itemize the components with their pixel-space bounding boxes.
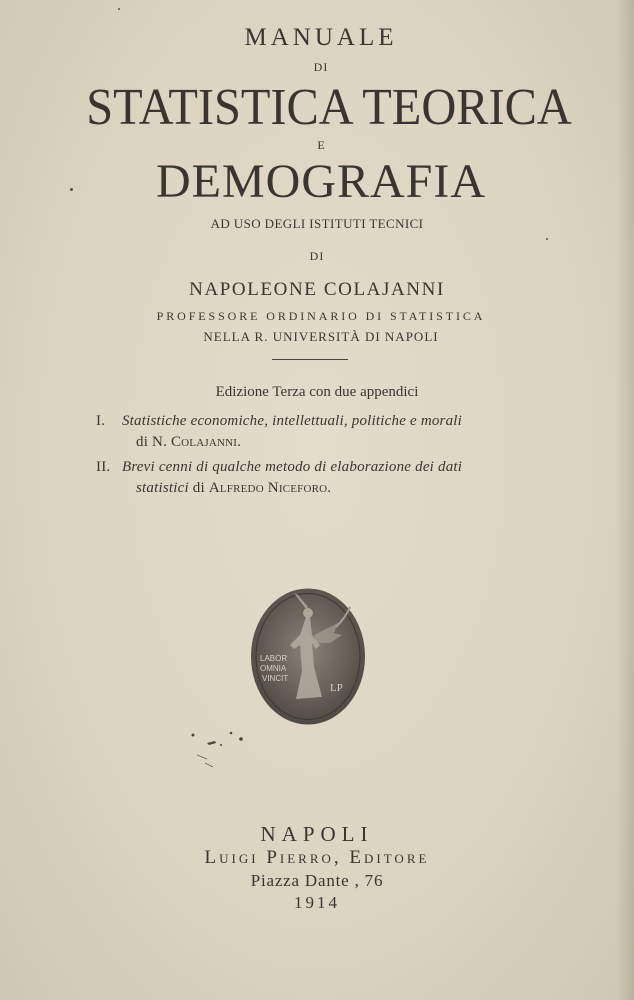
- appendix-number: I.: [96, 413, 106, 429]
- imprint-year: 1914: [294, 893, 340, 912]
- author-name: NAPOLEONE COLAJANNI: [189, 279, 445, 300]
- appendix-author: N. Colajanni.: [152, 434, 242, 450]
- appendix-title: Statistiche economiche, intellettuali, politiche e morali: [121, 413, 463, 429]
- main-title-line1: STATISTICA TEORICA: [86, 79, 572, 136]
- appendix-title-continued: statistici: [136, 480, 189, 496]
- appendix-1: [96, 413, 462, 430]
- subtitle: AD USO DEGLI ISTITUTI TECNICI: [210, 216, 424, 231]
- edition-note: Edizione Terza con due appendici: [215, 384, 419, 400]
- author-role-line1: PROFESSORE ORDINARIO DI STATISTICA: [156, 309, 486, 323]
- svg-text:LP: LP: [330, 682, 343, 694]
- ink-speck: [118, 8, 120, 10]
- imprint-city: NAPOLI: [260, 822, 374, 846]
- author-role-line2: NELLA R. UNIVERSITÀ DI NAPOLI: [203, 329, 439, 344]
- appendix-2-author-line: [136, 480, 331, 497]
- svg-text:OMNIA: OMNIA: [260, 664, 287, 673]
- foxing-marks: [185, 725, 255, 775]
- imprint-publisher: Luigi Pierro, Editore: [204, 847, 430, 868]
- ink-speck: [546, 238, 548, 240]
- connector-e: E: [317, 138, 325, 152]
- appendix-author: Alfredo Niceforo.: [208, 480, 332, 496]
- appendix-by: di: [192, 480, 205, 496]
- publisher-seal-emblem: [250, 587, 366, 726]
- heading-manuale: MANUALE: [244, 24, 398, 51]
- svg-text:VINCIT: VINCIT: [262, 674, 289, 683]
- connector-di-author: DI: [309, 249, 325, 263]
- imprint-address: Piazza Dante , 76: [250, 871, 384, 890]
- svg-text:LABOR: LABOR: [260, 654, 288, 663]
- appendix-by: di: [136, 434, 149, 450]
- appendix-2: [96, 459, 462, 476]
- main-title-line2: DEMOGRAFIA: [155, 155, 486, 208]
- divider-rule: [272, 359, 348, 360]
- appendix-1-author-line: [136, 434, 241, 451]
- appendix-number: II.: [96, 459, 111, 475]
- appendix-title: Brevi cenni di qualche metodo di elaborazione dei dati: [121, 459, 463, 475]
- connector-di: DI: [313, 60, 329, 74]
